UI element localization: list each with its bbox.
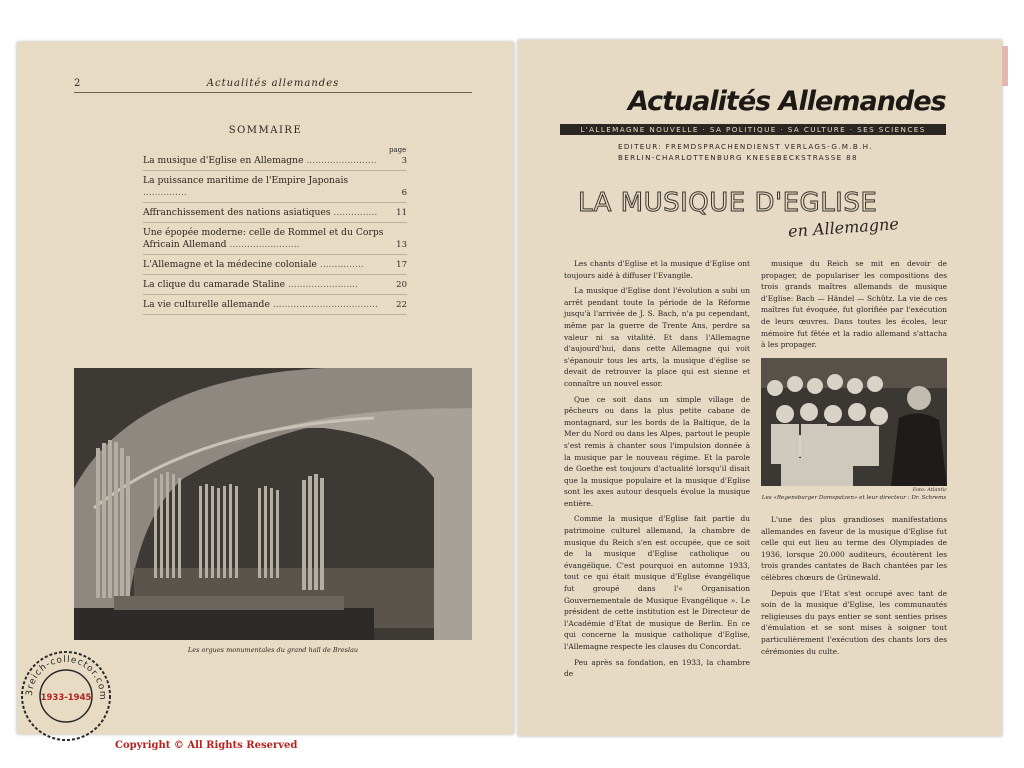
article-paragraph: musique du Reich se mit en devoir de propager, de populariser les compositions des trois grands maîtres allemands de musique d'Eglise: Bach — Händel — Schütz. La vie de ces maîtres fut évoquée, fut glorifiée par l'exécution de leurs œuvres. Dans toutes les écoles, leur mémoire fut fêtée et la radio allemand s'attacha à les propager. bbox=[761, 259, 947, 350]
article-paragraph: Que ce soit dans un simple village de pêcheurs ou dans la plus petite cabane de montagnard, sur les bords de la Baltique, de la Mer du Nord ou dans les Alpes, partout le peuple s'est remis à chanter sous l'impulsion donnée à la musique par le nouveau régime. Et la parole de Goethe est toujours d'actualité lorsqu'il disait que la musique populaire et la musique d'Eglise sont les axes autour desquels évolue la musique entière. bbox=[564, 394, 750, 508]
toc-item-dots: ........................ bbox=[229, 239, 300, 250]
toc-item-dots: ........................ bbox=[287, 279, 359, 290]
toc-item-page: 6 bbox=[401, 188, 407, 198]
toc-item-dots: ........................ bbox=[306, 155, 377, 166]
masthead-title: Actualités Allemandes bbox=[628, 86, 946, 117]
right-page bbox=[518, 40, 1002, 736]
toc-item-title: Une épopée moderne: celle de Rommel et du Corps Africain Allemand bbox=[143, 227, 384, 250]
toc-item bbox=[143, 256, 407, 275]
editor-line-1: EDITEUR: FREMDSPRACHENDIENST VERLAGS-G.M.B.H. bbox=[618, 142, 873, 151]
masthead-editor bbox=[618, 141, 873, 163]
editor-line-2: BERLIN-CHARLOTTENBURG KNESEBECKSTRASSE 88 bbox=[618, 153, 858, 162]
toc-item-title: L'Allemagne et la médecine coloniale bbox=[143, 259, 317, 270]
article-title: LA MUSIQUE D'EGLISE bbox=[578, 188, 878, 218]
toc-item-page: 17 bbox=[396, 260, 407, 270]
toc-page-label: page bbox=[389, 146, 407, 154]
running-header-title: Actualités allemandes bbox=[206, 78, 340, 89]
toc-item-title: Affranchissement des nations asiatiques bbox=[143, 207, 331, 218]
masthead-subtitle: L'ALLEMAGNE NOUVELLE · SA POLITIQUE · SA CULTURE · SES SCIENCES bbox=[560, 124, 946, 135]
watermark-text: 3reich-collector.com bbox=[24, 654, 108, 701]
toc-item-page: 20 bbox=[396, 280, 407, 290]
article-paragraph: L'une des plus grandioses manifestations allemandes en faveur de la musique d'Eglise fut celle qui eut lieu au terme des Olympiades de 1936, lorsque 20.000 auditeurs, écoutèrent les trois grandes cantates de Bach chantées par les célèbres chœurs de Grünewald. bbox=[761, 515, 947, 582]
toc-item-title: La clique du camarade Staline bbox=[143, 279, 286, 290]
article-paragraph: Comme la musique d'Eglise fait partie du patrimoine culturel allemand, la chambre de musique du Reich s'en est occupée, que ce soit de la musique d'Eglise catholique ou évangélique. C'est pourquoi en automne 1933, tout ce qui était musique d'Eglise évangélique fut groupé dans l'« Organisation Gouvernementale de Musique Evangélique ». Le président de cette institution est le Directeur de l'Académie d'Etat de musique de Berlin. En ce qui concerne la musique catholique d'Eglise, l'Allemagne respecte les clauses du Concordat. bbox=[564, 514, 750, 651]
toc-item-dots: ............... bbox=[143, 187, 187, 198]
left-page bbox=[17, 42, 514, 734]
toc-item-title: La vie culturelle allemande bbox=[143, 299, 270, 310]
toc-item-page: 22 bbox=[396, 300, 407, 310]
article-column-1 bbox=[564, 258, 750, 684]
photo-credit: Foto: Atlantic bbox=[912, 487, 947, 493]
toc-item bbox=[143, 296, 407, 315]
toc-item-dots: ............... bbox=[319, 259, 364, 270]
article-paragraph: La musique d'Eglise dont l'évolution a subi un arrêt pendant toute la période de la Réforme jusqu'à l'arrivée de J. S. Bach, n'a pu cependant, même par la guerre de Trente Ans, perdre sa valeur ni sa vitalité. Et dans l'Allemagne d'aujourd'hui, dans cette Allemagne qui voit s'épanouir tous les arts, la musique d'église se devait de retrouver la place qui est sienne et connaître un nouvel essor. bbox=[564, 286, 750, 388]
toc-item-dots: .................................... bbox=[272, 299, 378, 310]
toc-item bbox=[143, 152, 407, 171]
article-paragraph: Depuis que l'Etat s'est occupé avec tant de soin de la musique d'Eglise, les communautés religieuses du pays entier se sont senties prises d'émulation et se sont mises à soigner tout particulièrement l'exécution des chants lors des cérémonies du culte. bbox=[761, 588, 947, 656]
article-column-2-bottom bbox=[761, 514, 947, 661]
organ-photo-caption: Les orgues monumentales du grand hall de Breslau bbox=[187, 646, 359, 654]
copyright-notice: Copyright © All Rights Reserved bbox=[115, 740, 298, 751]
toc-item bbox=[143, 204, 407, 223]
article-paragraph: Peu après sa fondation, en 1933, la chambre de bbox=[564, 657, 750, 679]
toc-item-title: La puissance maritime de l'Empire Japonais bbox=[143, 175, 349, 186]
toc-title: SOMMAIRE bbox=[228, 125, 303, 136]
toc-item bbox=[143, 224, 407, 255]
page-number: 2 bbox=[74, 78, 82, 89]
table-of-contents bbox=[143, 152, 407, 316]
watermark-stamp bbox=[20, 650, 112, 742]
toc-item-page: 13 bbox=[396, 240, 407, 250]
choir-photo bbox=[761, 358, 947, 486]
header-rule bbox=[74, 92, 472, 93]
organ-photo bbox=[74, 368, 472, 640]
toc-item-page: 3 bbox=[401, 156, 407, 166]
toc-item-page: 11 bbox=[396, 208, 407, 218]
toc-item bbox=[143, 172, 407, 203]
choir-photo-caption: Les «Regensburger Domspatzen» et leur directeur : Dr. Schrems bbox=[761, 495, 947, 501]
article-column-2-top bbox=[761, 258, 947, 355]
toc-item bbox=[143, 276, 407, 295]
toc-item-title: La musique d'Eglise en Allemagne bbox=[143, 155, 304, 166]
article-subtitle: en Allemagne bbox=[787, 214, 900, 241]
toc-item-dots: ............... bbox=[333, 207, 378, 218]
article-paragraph: Les chants d'Eglise et la musique d'Eglise ont toujours aidé à diffuser l'Evangile. bbox=[564, 259, 750, 280]
watermark-years: 1933-1945 bbox=[40, 693, 92, 703]
